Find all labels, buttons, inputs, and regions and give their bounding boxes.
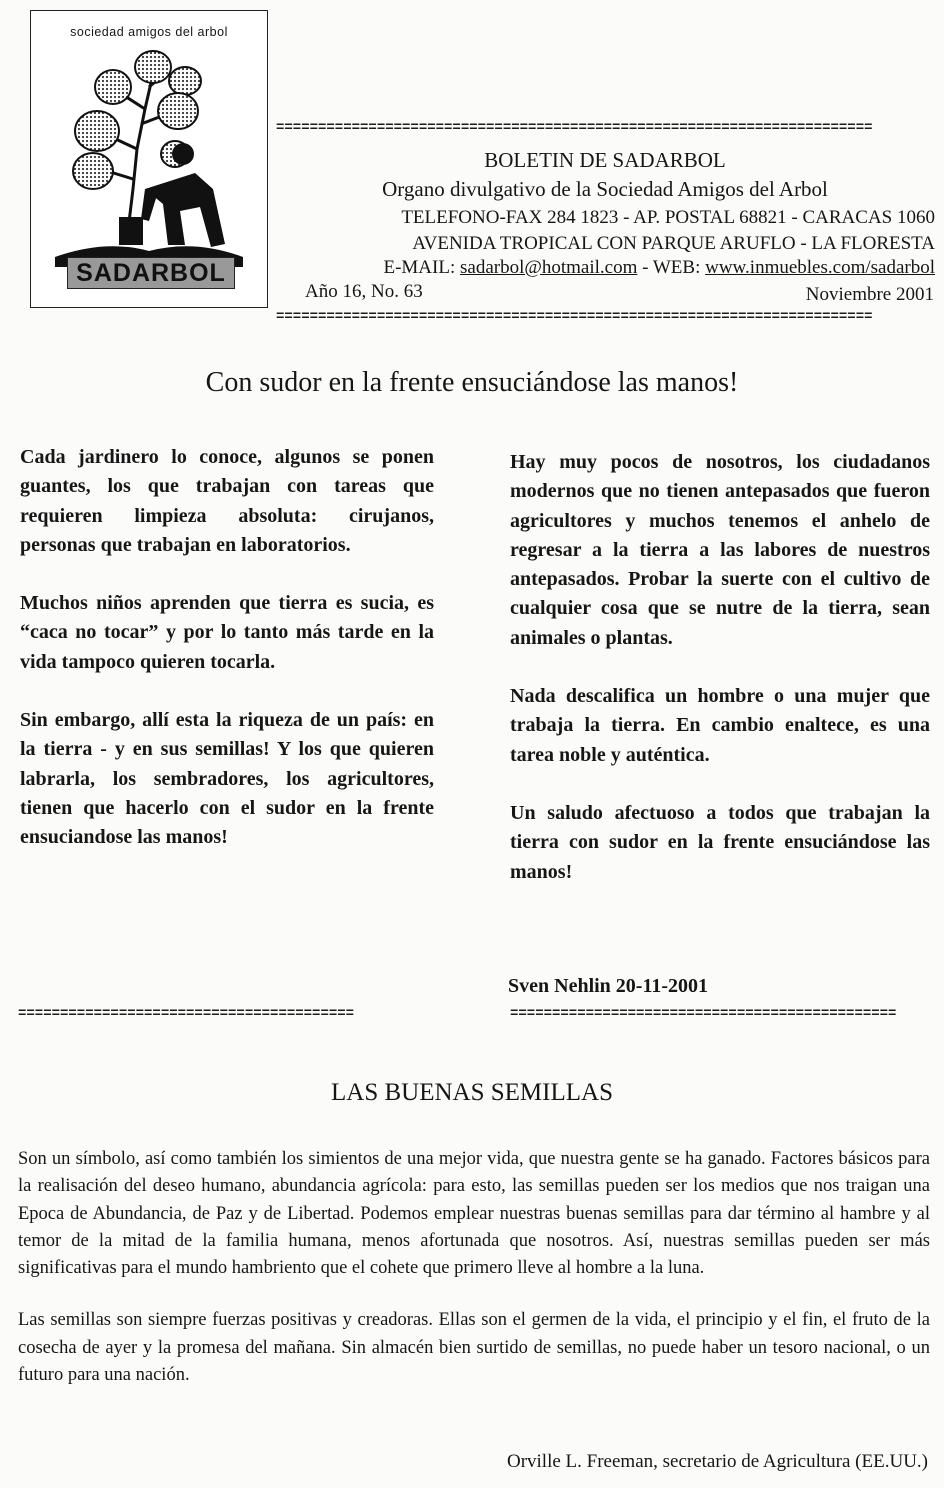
article-paragraph: Hay muy pocos de nosotros, los ciudadanos modernos que no tienen antepasados que fueron agricultores y muchos tenemos el anhelo de regresar a la tierra a las labores de nuestros antepasados. Probar la suerte con el cultivo de cualquier cosa que se nutre de la tierra, sean animales o plantas. xyxy=(510,451,930,649)
article-left-column xyxy=(20,443,434,882)
header-divider-bottom: ======================================================================= xyxy=(276,311,873,323)
email-link[interactable]: sadarbol@hotmail.com xyxy=(460,257,638,278)
article-paragraph: Un saludo afectuoso a todos que trabajan la tierra con sudor en la frente ensuciándose las manos! xyxy=(510,801,930,883)
issue-number: Año 16, No. 63 xyxy=(305,281,423,302)
web-label: - WEB: xyxy=(637,257,706,278)
logo-wordmark: SADARBOL xyxy=(67,257,235,289)
header-divider-top: ======================================================================= xyxy=(276,122,873,134)
newsletter-subtitle: Organo divulgativo de la Sociedad Amigos del Arbol xyxy=(382,177,828,201)
section-paragraph: Son un símbolo, así como también los simientos de una mejor vida, que nuestra gente se ha ganado. Factores básicos para la realisación del deseo humano, abundancia agrícola: para esto, las semillas pueden ser los medios que nos traigan una Epoca de Abundancia, de Paz y de Libertad. Podemos emplear nuestras buenas semillas para dar término al hambre y al temor de la mitad de la familia humana, menos afortunada que nosotros. Así, nuestras semillas pueden ser más significativas para el mundo hambriento que el cohete que primero lleve al hombre a la luna. xyxy=(18,1149,930,1279)
newsletter-title: BOLETIN DE SADARBOL xyxy=(484,148,726,172)
contact-address-line: AVENIDA TROPICAL CON PARQUE ARUFLO - LA FLORESTA xyxy=(412,233,935,254)
article-signature: Sven Nehlin 20-11-2001 xyxy=(508,975,709,997)
article-right-column xyxy=(510,448,930,916)
issue-date: Noviembre 2001 xyxy=(805,284,934,305)
contact-web-line xyxy=(383,257,935,279)
section-title: LAS BUENAS SEMILLAS xyxy=(331,1079,613,1106)
article-paragraph: Sin embargo, allí esta la riqueza de un país: en la tierra - y en sus semillas! Y los que quieren labrarla, los sembradores, los agricultores, tienen que hacerlo con el sudor en la frente ensuciandose las manos! xyxy=(20,709,434,849)
website-link[interactable]: www.inmuebles.com/sadarbol xyxy=(705,257,935,278)
section-divider-left: ======================================== xyxy=(18,1008,355,1020)
tree-planter-icon xyxy=(45,39,253,279)
contact-phone-line: TELEFONO-FAX 284 1823 - AP. POSTAL 68821 - CARACAS 1060 xyxy=(401,207,935,228)
section-divider-right: ============================================== xyxy=(510,1008,897,1020)
article-paragraph: Muchos niños aprenden que tierra es sucia, es “caca no tocar” y por lo tanto más tarde en la vida tampoco quieren tocarla. xyxy=(20,592,434,673)
logo-caption: sociedad amigos del arbol xyxy=(70,25,228,39)
article-paragraph: Cada jardinero lo conoce, algunos se ponen guantes, los que trabajan con tareas que requieren limpieza absoluta: cirujanos, personas que trabajan en laboratorios. xyxy=(20,446,434,556)
article-paragraph: Nada descalifica un hombre o una mujer que trabaja la tierra. En cambio enaltece, es una tarea noble y auténtica. xyxy=(510,685,930,766)
quote-attribution: Orville L. Freeman, secretario de Agricultura (EE.UU.) xyxy=(506,1451,928,1472)
article-headline: Con sudor en la frente ensuciándose las manos! xyxy=(205,367,739,398)
section-body xyxy=(18,1146,930,1414)
logo-artwork xyxy=(45,17,253,293)
section-paragraph: Las semillas son siempre fuerzas positivas y creadoras. Ellas son el germen de la vida, el principio y el fin, el fruto de la cosecha de ayer y la promesa del mañana. Sin almacén bien surtido de semillas, no puede haber un tesoro nacional, o un futuro para una nación. xyxy=(18,1310,930,1386)
logo xyxy=(30,10,268,308)
email-label: E-MAIL: xyxy=(383,257,456,278)
